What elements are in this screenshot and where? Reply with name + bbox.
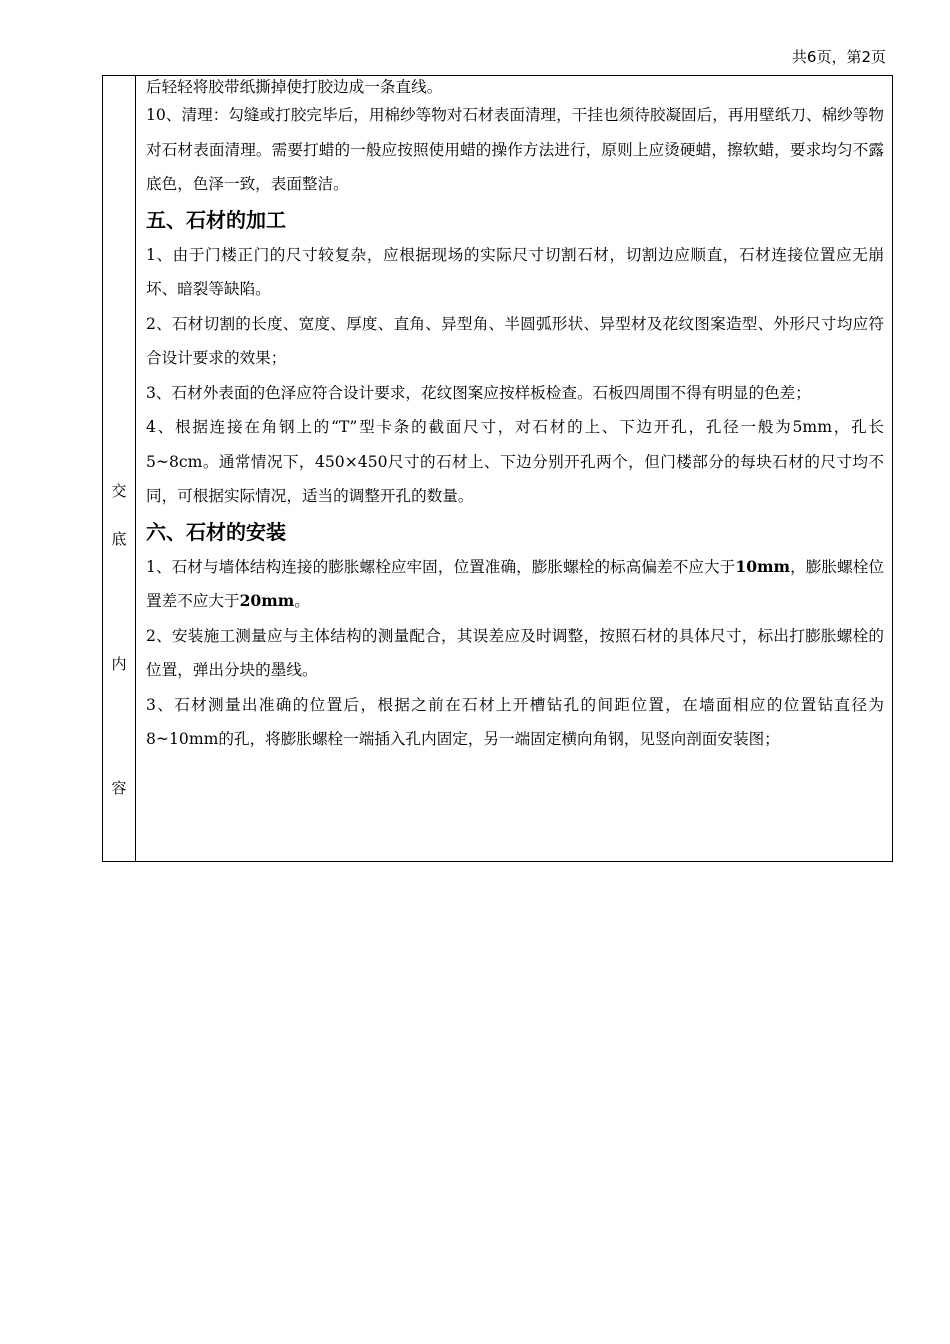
processing-item-3: 3、石材外表面的色泽应符合设计要求，花纹图案应按样板检查。石板四周围不得有明显的色差；	[146, 383, 811, 402]
installation-item-1-value-b: 20mm	[239, 591, 295, 610]
side-label-char-4: 容	[111, 779, 127, 797]
installation-item-3: 3、石材测量出准确的位置后，根据之前在石材上开槽钻孔的间距位置，在墙面相应的位置钻直径为8~10mm的孔，将膨胀螺栓一端插入孔内固定，另一端固定横向角钢，见竖向剖面安装图；	[146, 695, 884, 748]
page-indicator: 共6页，第2页	[791, 48, 886, 66]
side-label-char-2: 底	[111, 530, 127, 548]
section-heading-installation: 六、石材的安装	[146, 519, 286, 544]
side-label-char-1: 交	[111, 482, 127, 500]
side-label-column	[103, 76, 136, 861]
paragraph-cleaning: 10、清理：勾缝或打胶完毕后，用棉纱等物对石材表面清理，干挂也须待胶凝固后，再用壁纸刀、棉纱等物对石材表面清理。需要打蜡的一般应按照使用蜡的操作方法进行，原则上应烫硬蜡，擦软蜡，要求均匀不露底色，色泽一致，表面整洁。	[146, 106, 884, 193]
installation-item-1	[146, 550, 884, 619]
installation-item-1-value-a: 10mm	[735, 556, 791, 576]
installation-item-2: 2、安装施工测量应与主体结构的测量配合，其误差应及时调整，按照石材的具体尺寸，标出打膨胀螺栓的位置，弹出分块的墨线。	[146, 626, 884, 679]
disclosure-table	[102, 75, 893, 862]
paragraph-continued: 后轻轻将胶带纸撕掉使打胶边成一条直线。	[146, 78, 443, 96]
section-heading-processing: 五、石材的加工	[146, 207, 286, 232]
installation-item-1-text-a: 1、石材与墙体结构连接的膨胀螺栓应牢固，位置准确，膨胀螺栓的标高偏差不应大于	[146, 557, 736, 576]
content-cell	[136, 76, 892, 861]
side-label-char-3: 内	[111, 655, 127, 673]
processing-item-4: 4、根据连接在角钢上的“T”型卡条的截面尺寸，对石材的上、下边开孔，孔径一般为5mm，孔长5~8cm。通常情况下，450×450尺寸的石材上、下边分别开孔两个，但门楼部分的每块石材的尺寸均不同，可根据实际情况，适当的调整开孔的数量。	[146, 418, 884, 505]
processing-item-1: 1、由于门楼正门的尺寸较复杂，应根据现场的实际尺寸切割石材，切割边应顺直，石材连接位置应无崩坏、暗裂等缺陷。	[146, 245, 884, 298]
installation-item-1-end: 。	[294, 592, 310, 610]
processing-item-2: 2、石材切割的长度、宽度、厚度、直角、异型角、半圆弧形状、异型材及花纹图案造型、外形尺寸均应符合设计要求的效果；	[146, 314, 884, 367]
installation-item-1-text-b: ，膨胀螺栓位置差不应大于	[146, 557, 884, 610]
